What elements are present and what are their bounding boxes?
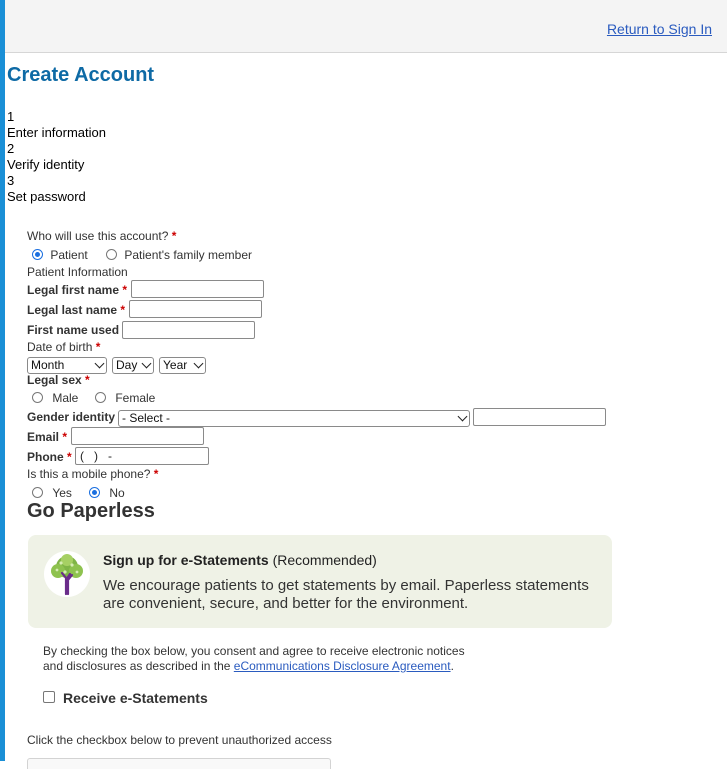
top-bar [5, 0, 727, 53]
return-to-sign-in-link[interactable]: Return to Sign In [606, 21, 712, 37]
required-marker: * [120, 303, 126, 317]
sex-female-label: Female [115, 391, 156, 405]
step-3-number: 3 [7, 173, 15, 188]
who-question [27, 229, 176, 243]
consent-end: . [450, 659, 454, 673]
legal-first-name-input[interactable] [131, 280, 264, 298]
tree-icon [43, 550, 91, 598]
mobile-question-text: Is this a mobile phone? [27, 467, 151, 481]
left-accent-bar [0, 0, 5, 761]
dob-day-value: Day [116, 358, 138, 372]
who-patient-label: Patient [50, 248, 88, 262]
required-marker: * [171, 229, 177, 243]
step-1-number: 1 [7, 109, 15, 124]
required-marker: * [122, 283, 128, 297]
legal-first-name-text: Legal first name [27, 283, 120, 297]
who-family-option[interactable] [106, 248, 252, 262]
mobile-yes-radio[interactable] [32, 487, 43, 498]
chevron-down-icon [95, 359, 105, 369]
legal-sex-text: Legal sex [27, 373, 82, 387]
phone-text: Phone [27, 450, 64, 464]
consent-body: By checking the box below, you consent and agree to receive electronic notices and disclosures as described in the [43, 644, 465, 673]
required-marker: * [67, 450, 72, 464]
promo-description: We encourage patients to get statements by email. Paperless statements are convenient, secure, and better for the environment. [103, 577, 589, 612]
phone-mask: ( ) - [80, 449, 112, 463]
step-3-label: Set password [7, 189, 86, 204]
gender-identity-label: Gender identity [27, 410, 116, 424]
mobile-no-radio[interactable] [89, 487, 100, 498]
mobile-question [27, 467, 158, 481]
dob-label-text: Date of birth [27, 340, 93, 354]
patient-info-heading: Patient Information [27, 265, 128, 279]
disclosure-agreement-link[interactable]: eCommunications Disclosure Agreement [233, 659, 451, 673]
gender-identity-select[interactable] [118, 410, 470, 427]
promo-title-bold: Sign up for e-Statements [103, 552, 269, 568]
legal-sex-label [27, 373, 90, 387]
dob-month-value: Month [31, 358, 65, 372]
page-title: Create Account [7, 64, 155, 86]
required-marker: * [95, 340, 101, 354]
receive-estatements-label[interactable]: Receive e-Statements [63, 690, 208, 706]
mobile-yes-label: Yes [52, 486, 72, 500]
sex-male-option[interactable] [32, 391, 78, 405]
dob-label [27, 340, 100, 354]
receive-estatements-checkbox[interactable] [43, 691, 55, 703]
email-label [27, 430, 67, 444]
estatements-promo-card [28, 535, 612, 628]
gender-identity-value: - Select - [122, 411, 171, 425]
dob-day-select[interactable] [112, 357, 154, 374]
step-2-label: Verify identity [7, 157, 85, 172]
required-marker: * [153, 467, 159, 481]
gender-identity-other-input[interactable] [473, 408, 606, 426]
who-question-label: Who will use this account? [27, 229, 169, 243]
chevron-down-icon [142, 359, 152, 369]
email-text: Email [27, 430, 60, 444]
chevron-down-icon [194, 359, 204, 369]
who-family-radio[interactable] [106, 249, 117, 260]
consent-text [43, 644, 483, 674]
sex-female-radio[interactable] [95, 392, 106, 403]
chevron-down-icon [458, 412, 468, 422]
step-1-label: Enter information [7, 125, 106, 140]
who-patient-option[interactable] [32, 248, 88, 262]
who-family-label: Patient's family member [124, 248, 253, 262]
go-paperless-heading: Go Paperless [27, 500, 155, 522]
sex-male-label: Male [52, 391, 79, 405]
phone-label [27, 450, 72, 464]
step-2-number: 2 [7, 141, 15, 156]
dob-year-select[interactable] [159, 357, 206, 374]
sex-male-radio[interactable] [32, 392, 43, 403]
required-marker: * [85, 373, 90, 387]
dob-year-value: Year [163, 358, 188, 372]
sex-female-option[interactable] [95, 391, 155, 405]
mobile-no-label: No [109, 486, 125, 500]
legal-first-name-label [27, 283, 127, 297]
phone-input[interactable] [75, 447, 209, 465]
who-patient-radio[interactable] [32, 249, 43, 260]
promo-title-suffix: (Recommended) [272, 552, 377, 568]
first-name-used-input[interactable] [122, 321, 255, 339]
dob-month-select[interactable] [27, 357, 107, 374]
first-name-used-label: First name used [27, 323, 120, 337]
required-marker: * [62, 430, 68, 444]
promo-title [103, 552, 377, 568]
captcha-prompt: Click the checkbox below to prevent unauthorized access [27, 733, 332, 747]
progress-steps [7, 109, 106, 205]
legal-last-name-label [27, 303, 125, 317]
captcha-widget[interactable] [27, 758, 331, 769]
mobile-no-option[interactable] [89, 486, 125, 500]
email-input[interactable] [71, 427, 204, 445]
legal-last-name-input[interactable] [129, 300, 262, 318]
mobile-yes-option[interactable] [32, 486, 72, 500]
legal-last-name-text: Legal last name [27, 303, 118, 317]
